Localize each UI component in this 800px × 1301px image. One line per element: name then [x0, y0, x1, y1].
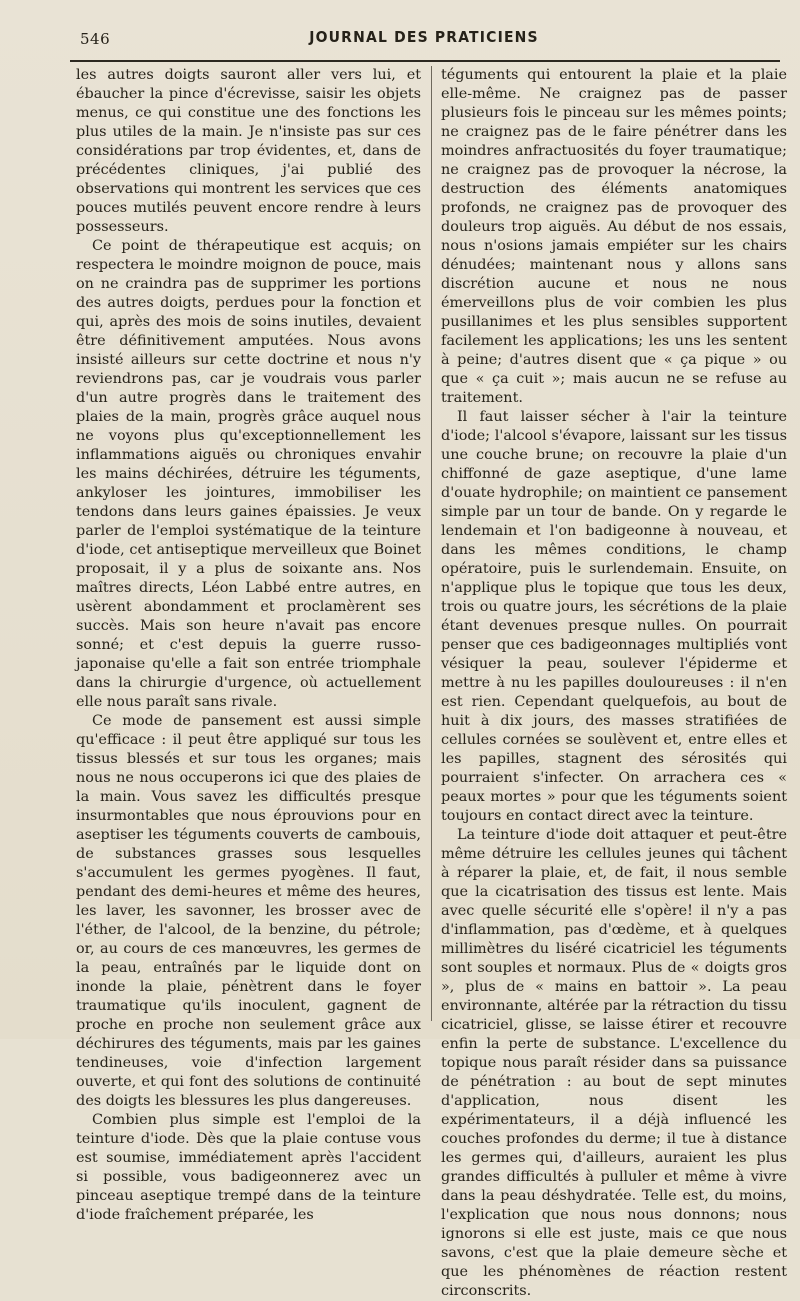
right-column — [441, 66, 787, 1301]
paragraph: Ce point de thérapeutique est acquis; on respectera le moindre moignon de pouce, mais on ne craindra pas de supprimer les portions des autres doigts, perdues pour la fonction et qui, après des mois de soins inutiles, devaient être définitivement amputées. Nous avons insisté ailleurs sur cette doctrine et nous n'y reviendrons pas, car je voudrais vous parler d'un autre progrès dans le traitement des plaies de la main, progrès grâce auquel nous ne voyons plus qu'exceptionnellement les inflammations aiguës ou chroniques envahir les mains déchirées, détruire les téguments, ankyloser les jointures, immobiliser les tendons dans leurs gaines épaissies. Je veux parler de l'emploi systématique de la teinture d'iode, cet antiseptique merveilleux que Boinet proposait, il y a plus de soixante ans. Nos maîtres directs, Léon Labbé entre autres, en usèrent abondamment et proclamèrent ses succès. Mais son heure n'avait pas encore sonné; et c'est depuis la guerre russo-japonaise qu'elle a fait son entrée triomphale dans la chirurgie d'urgence, où actuellement elle nous paraît sans rivale. — [76, 238, 421, 710]
paragraph: Ce mode de pansement est aussi simple qu'efficace : il peut être appliqué sur tous les tissus blessés et sur tous les organes; mais nous ne nous occuperons ici que des plaies de la main. Vous savez les difficultés presque insurmontables que nous éprouvions pour en aseptiser les téguments couverts de cambouis, de substances grasses sous lesquelles s'accumulent les germes pyogènes. Il faut, pendant des demi-heures et même des heures, les laver, les savonner, les brosser avec de l'éther, de l'alcool, de la benzine, du pétrole; or, au cours de ces manœuvres, les germes de la peau, entraînés par le liquide dont on inonde la plaie, pénètrent dans le foyer traumatique qu'ils inoculent, gagnent de proche en proche non seulement grâce aux déchirures des téguments, mais par les gaines tendineuses, voie d'infection largement ouverte, et qui font des solutions de continuité des doigts les blessures les plus dangereuses. — [76, 713, 421, 1109]
paragraph: Il faut laisser sécher à l'air la teinture d'iode; l'alcool s'évapore, laissant sur les tissus une couche brune; on recouvre la plaie d'un chiffonné de gaze aseptique, d'une lame d'ouate hydrophile; on maintient ce pansement simple par un tour de bande. On y regarde le lendemain et l'on badigeonne à nouveau, et dans les mêmes conditions, le champ opératoire, puis le surlendemain. Ensuite, on n'applique plus le topique que tous les deux, trois ou quatre jours, les sécrétions de la plaie étant devenues presque nulles. On pourrait penser que ces badigeonnages multipliés vont vésiquer la peau, soulever l'épiderme et mettre à nu les papilles douloureuses : il n'en est rien. Cependant quelquefois, au bout de huit à dix jours, des masses stratifiées de cellules cornées se soulèvent et, entre elles et les papilles, stagnent des sérosités qui pourraient s'infecter. On arrachera ces « peaux mortes » pour que les téguments soient toujours en contact direct avec la teinture. — [441, 409, 787, 824]
paragraph: les autres doigts sauront aller vers lui, et ébaucher la pince d'écrevisse, saisir les objets menus, ce qui constitue une des fonctions les plus utiles de la main. Je n'insiste pas sur ces considérations par trop évidentes, et, dans de précédentes cliniques, j'ai publié des observations qui montrent les services que ces pouces mutilés peuvent encore rendre à leurs possesseurs. — [76, 67, 421, 235]
page-number: 546 — [80, 30, 111, 48]
header-rule — [70, 60, 780, 62]
left-column — [76, 66, 421, 1225]
page-header — [74, 28, 774, 54]
paragraph: Combien plus simple est l'emploi de la teinture d'iode. Dès que la plaie contuse vous est soumise, immédiatement après l'accident si possible, vous badigeonnerez avec un pinceau aseptique trempé dans de la teinture d'iode fraîchement préparée, les — [76, 1112, 421, 1223]
column-divider — [431, 66, 432, 1021]
running-head: JOURNAL DES PRATICIENS — [309, 28, 539, 46]
paragraph: téguments qui entourent la plaie et la plaie elle-même. Ne craignez pas de passer plusieurs fois le pinceau sur les mêmes points; ne craignez pas de le faire pénétrer dans les moindres anfractuosités du foyer traumatique; ne craignez pas de provoquer la nécrose, la destruction des éléments anatomiques profonds, ne craignez pas de provoquer des douleurs trop aiguës. Au début de nos essais, nous n'osions jamais empiéter sur les chairs dénudées; maintenant nous y allons sans discrétion aucune et nous ne nous émerveillons plus de voir combien les plus pusillanimes et les plus sensibles supportent facilement les applications; les uns les sentent à peine; d'autres disent que « ça pique » ou que « ça cuit »; mais aucun ne se refuse au traitement. — [441, 67, 787, 406]
paragraph: La teinture d'iode doit attaquer et peut-être même détruire les cellules jeunes qui tâchent à réparer la plaie, et, de fait, il nous semble que la cicatrisation des tissus est lente. Mais avec quelle sécurité elle s'opère! il n'y a pas d'inflammation, pas d'œdème, et à quelques millimètres du liséré cicatriciel les téguments sont souples et normaux. Plus de « doigts gros », plus de « mains en battoir ». La peau environnante, altérée par la rétraction du tissu cicatriciel, glisse, se laisse étirer et recouvre enfin la perte de substance. L'excellence du topique nous paraît résider dans sa puissance de pénétration : au bout de sept minutes d'application, nous disent les expérimentateurs, il a déjà influencé les couches profondes du derme; il tue à distance les germes qui, d'ailleurs, auraient les plus grandes difficultés à pulluler et même à vivre dans la peau déshydratée. Telle est, du moins, l'explication que nous nous donnons; nous ignorons si elle est juste, mais ce que nous savons, c'est que la plaie demeure sèche et que les phénomènes de réaction restent circonscrits. — [441, 827, 787, 1299]
